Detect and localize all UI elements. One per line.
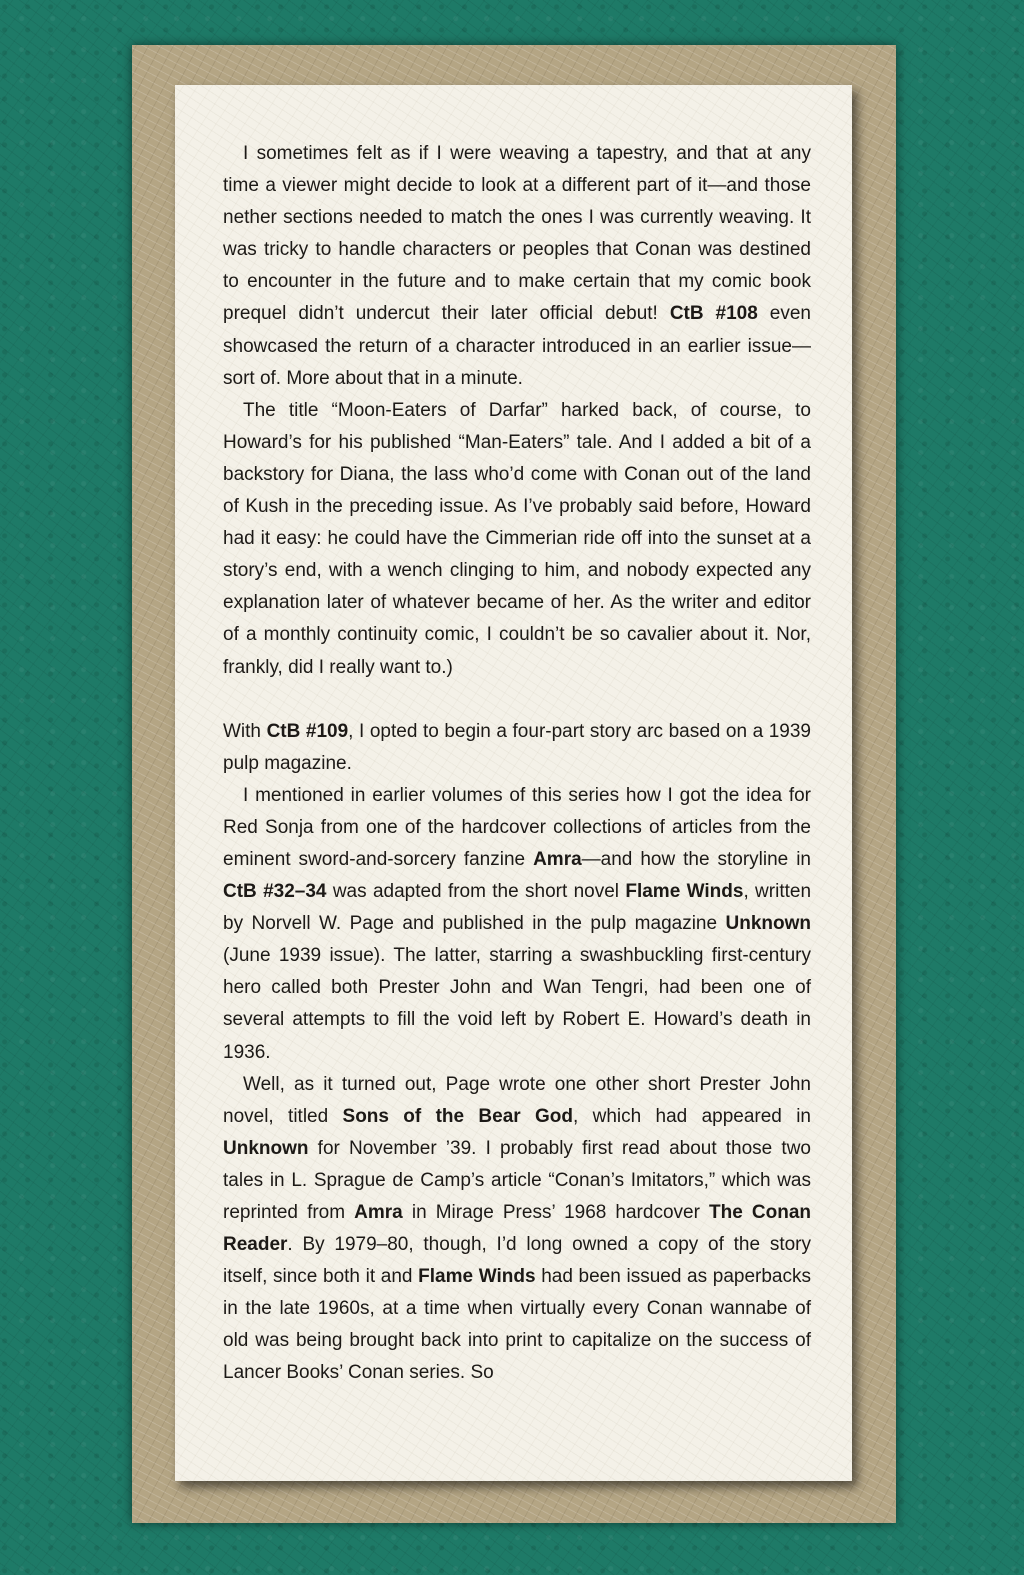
paragraph-3: With CtB #109, I opted to begin a four-part story arc based on a 1939 pulp magazine. xyxy=(223,720,811,774)
bold-title: Unknown xyxy=(223,1137,309,1159)
bold-title: CtB #108 xyxy=(669,303,758,325)
bold-title: Amra xyxy=(354,1202,403,1223)
section-gap xyxy=(223,684,811,716)
paragraph-5: Well, as it turned out, Page wrote one other short Prester John novel, titled Sons of the Bear God, which had appeared in Unknown for November ’39. I probably first read about those two tales in L. Sprague de Camp’s article “Conan’s Imitators,” which was reprinted from Amra in Mirage Press’ 1968 hardcover The Conan Reader. By 1979–80, though, I’d long owned a copy of the story itself, since both it and Flame Winds had been issued as paperbacks in the late 1960s, at a time when virtually every Conan wannabe of old was being brought back into print to capitalize on the success of Lancer Books’ Conan series. So xyxy=(223,1073,811,1384)
bold-title: Sons of the Bear God xyxy=(342,1105,573,1127)
bold-title: CtB #32–34 xyxy=(223,881,327,903)
bold-title: Flame Winds xyxy=(418,1266,536,1288)
paragraph-4: I mentioned in earlier volumes of this series how I got the idea for Red Sonja from one of the hardcover collections of articles from the eminent sword-and-sorcery fanzine Amra—and how the storyline in CtB #32–34 was adapted from the short novel Flame Winds, written by Norvell W. Page and published in the pulp magazine Unknown (June 1939 issue). The latter, starring a swashbuckling first-century hero called both Prester John and Wan Tengri, had been one of several attempts to fill the void left by Robert E. Howard’s death in 1936. xyxy=(223,784,812,1063)
bold-title: The Conan Reader xyxy=(223,1202,811,1256)
bold-title: Amra xyxy=(533,848,582,870)
paragraph-1: I sometimes felt as if I were weaving a tapestry, and that at any time a viewer might decide to look at a different part of it—and those nether sections needed to match the ones I was currently weaving. It was tricky to handle characters or peoples that Conan was destined to encounter in the future and to make certain that my comic book prequel didn’t undercut their later official debut! CtB #108 even showcased the return of a character introduced in an earlier issue—sort of. More about that in a minute. xyxy=(223,143,811,389)
bold-title: CtB #109 xyxy=(266,720,349,742)
bold-title: Flame Winds xyxy=(625,881,744,903)
paragraph-2: The title “Moon-Eaters of Darfar” harked back, of course, to Howard’s for his published “Man-Eaters” tale. And I added a bit of a backstory for Diana, the lass who’d come with Conan out of the land of Kush in the preceding issue. As I’ve probably said before, Howard had it easy: he could have the Cimmerian ride off into the sunset at a story’s end, with a wench clinging to him, and nobody expected any explanation later of whatever became of her. As the writer and editor of a monthly continuity comic, I couldn’t be so cavalier about it. Nor, frankly, did I really want to.) xyxy=(223,399,811,678)
bold-title: Unknown xyxy=(725,913,811,935)
essay-text xyxy=(223,138,811,1390)
